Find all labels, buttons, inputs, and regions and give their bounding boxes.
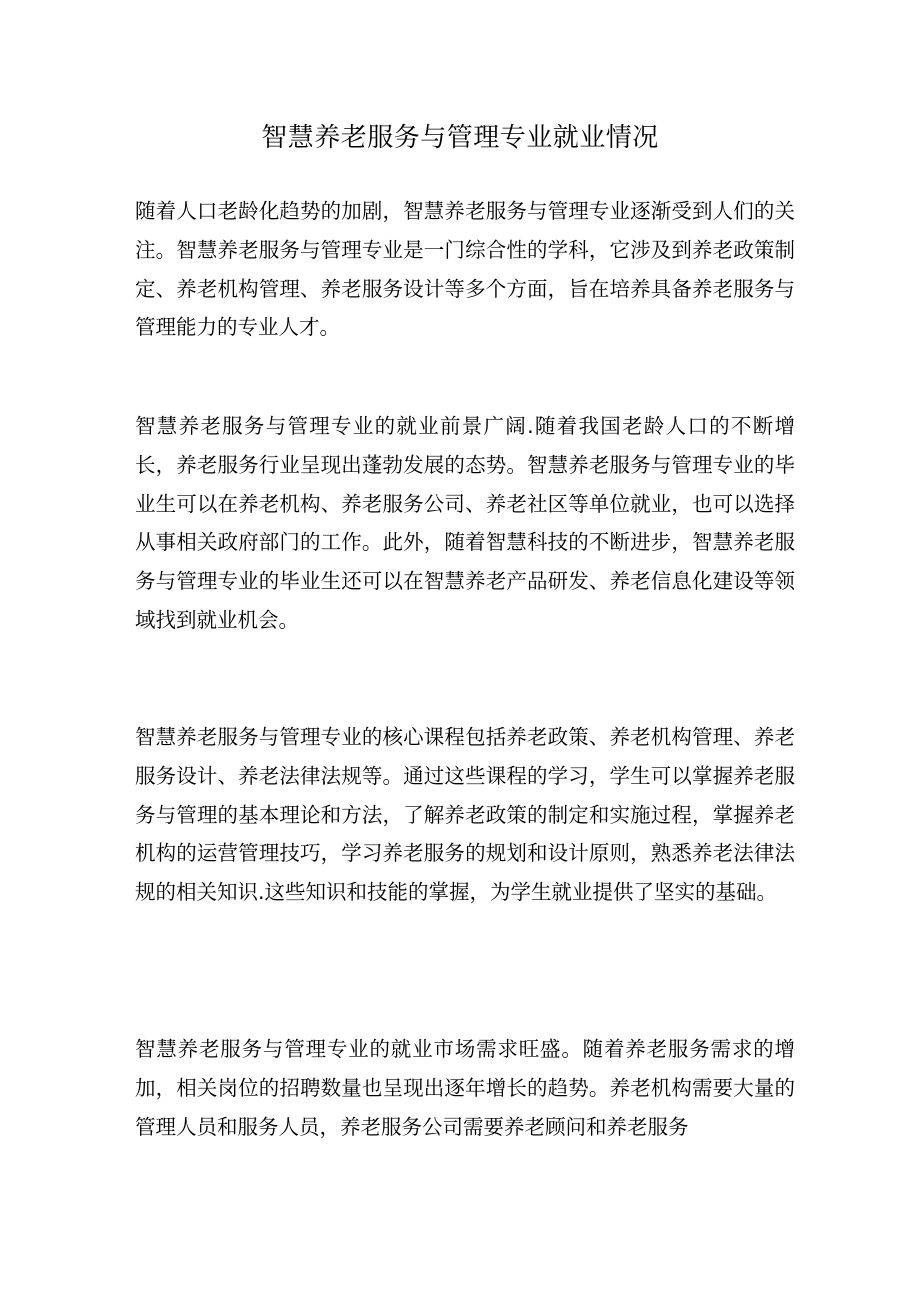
paragraph-employment-prospects: 智慧养老服务与管理专业的就业前景广阔.随着我国老龄人口的不断增长，养老服务行业呈现出蓬勃发展的态势。智慧养老服务与管理专业的毕业生可以在养老机构、养老服务公司、养老社区等单位就业，也可以选择从事相关政府部门的工作。此外，随着智慧科技的不断进步，智慧养老服务与管理专业的毕业生还可以在智慧养老产品研发、养老信息化建设等领域找到就业机会。: [135, 414, 795, 632]
paragraph-market-demand: 智慧养老服务与管理专业的就业市场需求旺盛。随着养老服务需求的增加，相关岗位的招聘数量也呈现出逐年增长的趋势。养老机构需要大量的管理人员和服务人员，养老服务公司需要养老顾问和养老服务: [135, 1037, 795, 1139]
document-title: 智慧养老服务与管理专业就业情况: [261, 123, 659, 153]
paragraph-intro: 随着人口老龄化趋势的加剧，智慧养老服务与管理专业逐渐受到人们的关注。智慧养老服务与管理专业是一门综合性的学科，它涉及到养老政策制定、养老机构管理、养老服务设计等多个方面，旨在培养具备养老服务与管理能力的专业人才。: [135, 199, 795, 340]
paragraph-core-courses: 智慧养老服务与管理专业的核心课程包括养老政策、养老机构管理、养老服务设计、养老法律法规等。通过这些课程的学习，学生可以掌握养老服务与管理的基本理论和方法，了解养老政策的制定和实施过程，掌握养老机构的运营管理技巧，学习养老服务的规划和设计原则，熟悉养老法律法规的相关知识.这些知识和技能的掌握，为学生就业提供了坚实的基础。: [135, 725, 795, 905]
